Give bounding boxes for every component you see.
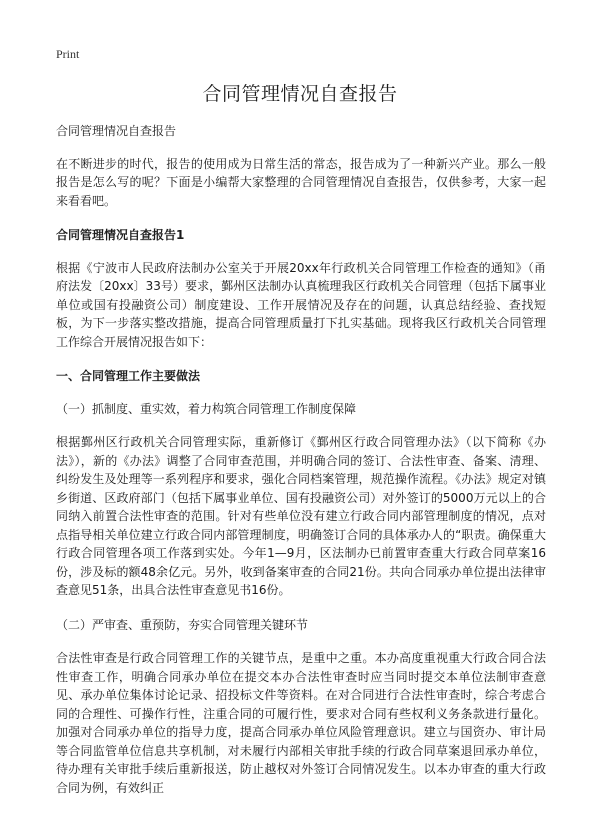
subsection-heading-1: （一）抓制度、重实效，着力构筑合同管理工作制度保障 [56,401,357,416]
subsection-heading-2: （二）严审查、重预防，夯实合同管理关键环节 [56,617,309,632]
paragraph-2: 根据鄞州区行政机关合同管理实际，重新修订《鄞州区行政合同管理办法》（以下简称《办法》），新的《办法》调整了合同审查范围，并明确合同的签订、合法性审查、备案、清理、纠纷发生及处理等一系列程序和要求，强化合同档案管理，规范操作流程。《办法》规定对镇乡街道、区政府部门（包括下属事业单位、国有投融资公司）对外签订的5000万元以上的合同纳入前置合法性审查的范围。针对有些单位没有建立行政合同内部管理制度的情况，点对点指导相关单位建立行政合同内部管理制度，明确签订合同的具体承办人的“职责。确保重大行政合同管理各项工作落到实处。今年1—9月，区法制办已前置审查重大行政合同草案16份，涉及标的额48余亿元。另外，收到备案审查的合同21份。共向合同承办单位提出法律审查意见51条，出具合法性审查意见书16份。 [56,435,546,597]
paragraph-3: 合法性审查是行政合同管理工作的关键节点，是重中之重。本办高度重视重大行政合同合法性审查工作，明确合同承办单位在提交本办合法性审查时应当同时提交本单位法制审查意见、承办单位集体讨论记录、招投标文件等资料。在对合同进行合法性审查时，综合考虑合同的合理性、可操作行性，注重合同的可履行性，要求对合同有些权利义务条款进行量化。加强对合同承办单位的指导力度，提高合同承办单位风险管理意识。建立与国资办、审计局等合同监管单位信息共享机制，对未履行内部相关审批手续的行政合同草案退回承办单位，待办理有关审批手续后重新报送，防止越权对外签订合同情况发生。以本办审查的重大行政合同为例，有效纠正 [56,651,546,795]
print-link[interactable]: Print [56,47,80,61]
document-subtitle: 合同管理情况自查报告 [56,124,177,138]
section-heading-1: 一、合同管理工作主要做法 [56,369,201,383]
document-body [56,122,546,813]
page-title: 合同管理情况自查报告 [202,83,398,105]
intro-paragraph: 在不断进步的时代，报告的使用成为日常生活的常态，报告成为了一种新兴产业。那么一般报告是怎么写的呢？下面是小编帮大家整理的合同管理情况自查报告，仅供参考，大家一起来看看吧。 [56,156,546,208]
report-heading: 合同管理情况自查报告1 [56,228,185,242]
paragraph-1: 根据《宁波市人民政府法制办公室关于开展20xx年行政机关合同管理工作检查的通知》（甬府法发〔20xx〕33号）要求，鄞州区法制办认真梳理我区行政机关合同管理（包括下属事业单位或国有投融资公司）制度建设、工作开展情况及存在的问题，认真总结经验、查找短板，为下一步落实整改措施，提高合同管理质量打下扎实基础。现将我区行政机关合同管理工作综合开展情况报告如下： [56,260,546,349]
